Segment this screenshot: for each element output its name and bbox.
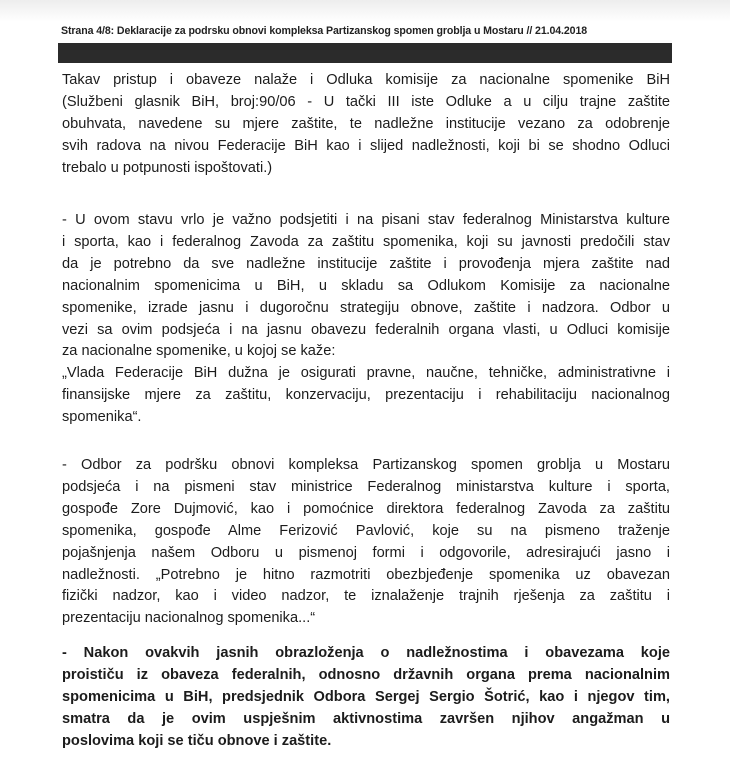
text-line: svih radova na nivou Federacije BiH kao i slijed nadležnosti, koji bi se shodno Odluci [62,137,670,154]
paragraph-stav-ministarstva [62,210,670,429]
text-line: gospođe Zore Dujmović, kao i pomoćnice direktora federalnog Zavoda za zaštitu [62,500,670,517]
text-line: smatra da je ovim uspješnim aktivnostima završen njihov angažman u [62,710,670,727]
running-header: Strana 4/8: Deklaracije za podrsku obnovi kompleksa Partizanskog spomen groblja u Mostaru // 21.04.2018 [61,25,588,37]
text-line: podsjeća i na pismeni stav ministrice Federalnog ministarstva kulture i sporta, [62,478,670,495]
text-line: prezentaciju nacionalnog spomenika...“ [62,610,316,627]
text-line: spomenicima u BiH, predsjednik Odbora Sergej Sergio Šotrić, kao i njegov tim, [62,688,670,705]
text-line: nacionalnim spomenicima u BiH, u skladu sa Odlukom Komisije za nacionalne [62,277,670,294]
scan-top-shading [0,0,730,22]
text-line: - Nakon ovakvih jasnih obrazloženja o nadležnostima i obavezama koje [62,645,670,661]
header-rule-bar [58,43,672,63]
paragraph-zakljucak [62,643,670,753]
quote-line: spomenika“. [62,409,142,426]
text-line: obuhvata, navedene su mjere zaštite, te nadležne institucije vezano za odobrenje [62,115,670,132]
text-line: - Odbor za podršku obnovi kompleksa Partizanskog spomen groblja u Mostaru [62,457,670,473]
text-line: nadležnosti. „Potrebno je hitno razmotriti obezbjeđenje spomenika uz obavezan [62,566,670,583]
paragraph-pismeni-stav [62,455,670,630]
text-line: trebalo u potpunosti ispoštovati.) [62,159,273,176]
paragraph-odluka-komisije [62,70,670,180]
text-line: proističu iz obaveza federalnih, odnosno državnih organa prema nacionalnim [62,666,670,683]
text-line: da je potrebno da sve nadležne institucije zaštite i provođenja mjera zaštite nad [62,255,670,272]
text-line: - U ovom stavu vrlo je važno podsjetiti i na pisani stav federalnog Ministarstva kulture [62,212,670,228]
quote-line: „Vlada Federacije BiH dužna je osigurati pravne, naučne, tehničke, administrativne i [62,365,670,382]
text-line: poslovima koji se tiču obnove i zaštite. [62,732,332,749]
text-line: spomenika, gospođe Alme Ferizović Pavlović, koje su na pismeno traženje [62,522,670,539]
text-line: (Službeni glasnik BiH, broj:90/06 - U tački III iste Odluke a u cilju trajne zaštite [62,93,670,110]
text-line: pojašnjenja našem Odboru u pismenoj formi i odgovorile, adresirajući jasno i [62,544,670,561]
text-line: i sporta, kao i federalnog Zavoda za zaštitu spomenika, koji su javnosti predočili stav [62,233,670,250]
text-line: vezi sa ovim podsjeća i na jasnu obavezu federalnih organa vlasti, u Odluci komisije [62,321,670,338]
text-line: spomenike, izrade jasnu i dugoročnu strategiju obnove, zaštite i nadzora. Odbor u [62,299,670,316]
text-line: fizički nadzor, kao i video nadzor, te iznalaženje trajnih rješenja za zaštitu i [62,588,670,605]
text-line: Takav pristup i obaveze nalaže i Odluka komisije za nacionalne spomenike BiH [62,72,670,88]
quote-line: finansijske mjere za zaštitu, konzervaciju, prezentaciju i rehabilitaciju nacionalnog [62,387,670,404]
text-line: za nacionalne spomenike, u kojoj se kaže: [62,343,336,360]
